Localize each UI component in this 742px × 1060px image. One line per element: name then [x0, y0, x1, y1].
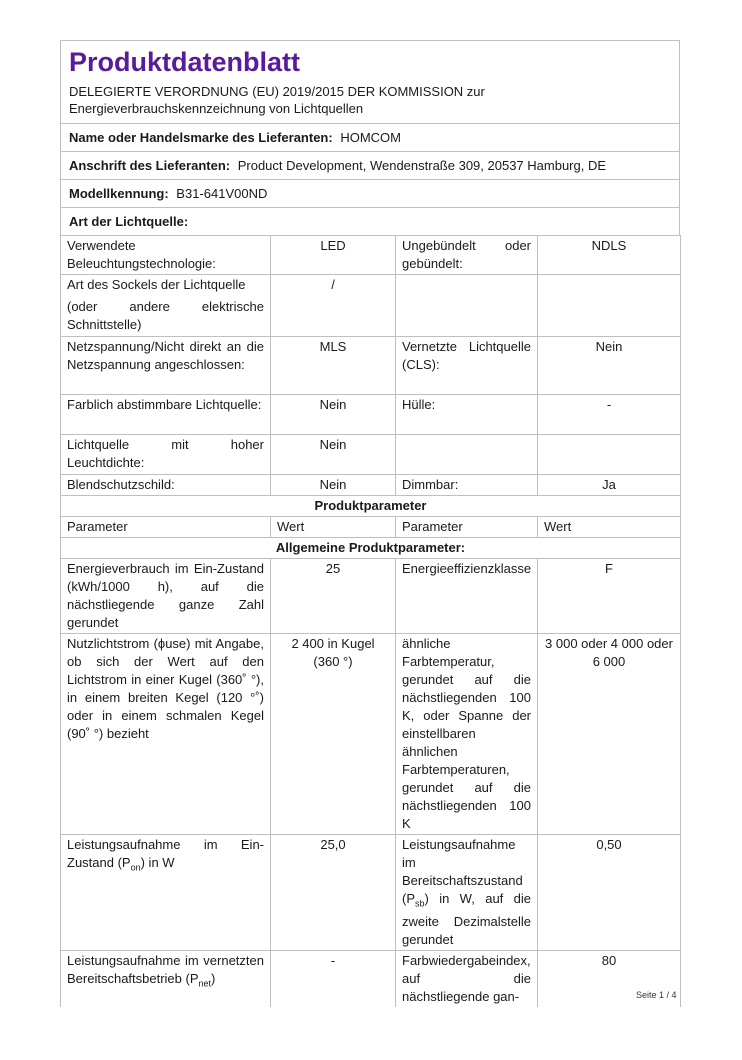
section-header-row — [61, 496, 681, 517]
model-row — [61, 179, 679, 207]
power-on-text: Leistungsaufnahme im Ein-Zustand (P — [67, 837, 264, 870]
general-params-heading: Allgemeine Produktparameter: — [61, 538, 681, 559]
param-value: - — [271, 950, 396, 1007]
param-label: Lichtquelle mit hoher Leuchtdichte: — [61, 435, 271, 475]
param-value: Nein — [271, 435, 396, 475]
column-header: Wert — [271, 517, 396, 538]
parameter-table — [60, 235, 681, 1007]
table-row — [61, 395, 681, 435]
param-value: 3 000 oder 4 000 oder 6 000 — [538, 634, 681, 835]
param-value: Ja — [538, 475, 681, 496]
supplier-label: Name oder Handelsmarke des Lieferanten: — [69, 130, 333, 145]
param-label — [61, 835, 271, 951]
page-number: Seite 1 / 4 — [636, 990, 677, 1000]
param-value: NDLS — [538, 236, 681, 275]
column-header: Parameter — [396, 517, 538, 538]
standby-subscript: sb — [415, 898, 425, 909]
param-value: F — [538, 559, 681, 634]
networked-standby-unit: ) — [211, 970, 216, 986]
param-label: Ungebündelt oder gebündelt: — [396, 236, 538, 275]
param-value: 25 — [271, 559, 396, 634]
networked-standby-text: Leistungsaufnahme im vernetzten Bereitschaftsbetrieb (P — [67, 952, 264, 986]
column-header: Parameter — [61, 517, 271, 538]
column-header-row — [61, 517, 681, 538]
param-value: Nein — [271, 475, 396, 496]
param-value: / — [271, 275, 396, 337]
table-row — [61, 435, 681, 475]
table-row — [61, 337, 681, 395]
param-label: Verwendete Beleuchtungstechnologie: — [61, 236, 271, 275]
table-row — [61, 835, 681, 951]
param-value: 25,0 — [271, 835, 396, 951]
param-label — [396, 275, 538, 337]
param-value: 0,50 — [538, 835, 681, 951]
param-label: Energieeffizienzklasse — [396, 559, 538, 634]
section-header-row — [61, 538, 681, 559]
param-value: MLS — [271, 337, 396, 395]
power-on-subscript: on — [130, 862, 141, 873]
standby-text: Leistungsaufnahme im Bereitschaftszustand (P — [402, 837, 523, 906]
param-label: Vernetzte Lichtquelle (CLS): — [396, 337, 538, 395]
param-label — [396, 435, 538, 475]
table-row — [61, 236, 681, 275]
networked-standby-subscript: net — [198, 978, 212, 989]
param-value — [538, 435, 681, 475]
param-label: ähnliche Farbtemperatur, gerundet auf die nächstliegenden 100 K, oder Spanne der einstellbaren ähnlichen Farbtemperaturen, gerundet auf die nächstliegenden 100 K — [396, 634, 538, 835]
param-label: Hülle: — [396, 395, 538, 435]
param-label: Dimmbar: — [396, 475, 538, 496]
table-row — [61, 634, 681, 835]
power-on-unit: ) in W — [140, 855, 175, 870]
param-label: Netzspannung/Nicht direkt an die Netzspannung angeschlossen: — [61, 337, 271, 395]
regulation-text: DELEGIERTE VERORDNUNG (EU) 2019/2015 DER KOMMISSION zur Energieverbrauchskennzeichnung von Lichtquellen — [69, 84, 485, 116]
header-box — [60, 40, 680, 235]
light-type-heading: Art der Lichtquelle: — [61, 207, 679, 235]
param-label: Farbwiedergabeindex, auf die nächstliegende gan- — [396, 950, 538, 1007]
address-value: Product Development, Wendenstraße 309, 20537 Hamburg, DE — [237, 158, 607, 173]
param-value: 80 — [538, 950, 681, 1007]
column-header: Wert — [538, 517, 681, 538]
table-row — [61, 475, 681, 496]
address-label: Anschrift des Lieferanten: — [69, 158, 231, 173]
model-label: Modellkennung: — [69, 186, 169, 201]
supplier-value: HOMCOM — [340, 130, 402, 145]
page-title: Produktdatenblatt — [69, 47, 301, 77]
supplier-row — [61, 123, 679, 151]
param-value: Nein — [271, 395, 396, 435]
param-label: Nutzlichtstrom (ϕuse) mit Angabe, ob sich der Wert auf den Lichtstrom in einer Kugel (360˚ °), in einem breiten Kegel (120 °˚) oder in einem schmalen Kegel (90˚ °) bezieht — [61, 634, 271, 835]
param-value: - — [538, 395, 681, 435]
param-label: Energieverbrauch im Ein-Zustand (kWh/1000 h), auf die nächstliegende ganze Zahl gerundet — [61, 559, 271, 634]
param-label: Farblich abstimmbare Lichtquelle: — [61, 395, 271, 435]
standby-unit: ) in W, auf die zweite Dezimalstelle gerundet — [402, 891, 531, 947]
socket-label: Art des Sockels der Lichtquelle — [67, 277, 246, 292]
param-value — [538, 275, 681, 337]
param-value: Nein — [538, 337, 681, 395]
product-data-sheet — [60, 40, 680, 1007]
table-row — [61, 275, 681, 337]
param-label — [61, 950, 271, 1007]
address-row — [61, 151, 679, 179]
socket-sublabel: (oder andere elektrische Schnittstelle) — [67, 299, 264, 332]
model-value: B31-641V00ND — [176, 186, 268, 201]
table-row — [61, 559, 681, 634]
param-label — [61, 275, 271, 337]
param-value: 2 400 in Kugel (360 °) — [271, 634, 396, 835]
param-value: LED — [271, 236, 396, 275]
table-row — [61, 950, 681, 1007]
param-label — [396, 835, 538, 951]
param-label: Blendschutzschild: — [61, 475, 271, 496]
product-params-heading: Produktparameter — [61, 496, 681, 517]
